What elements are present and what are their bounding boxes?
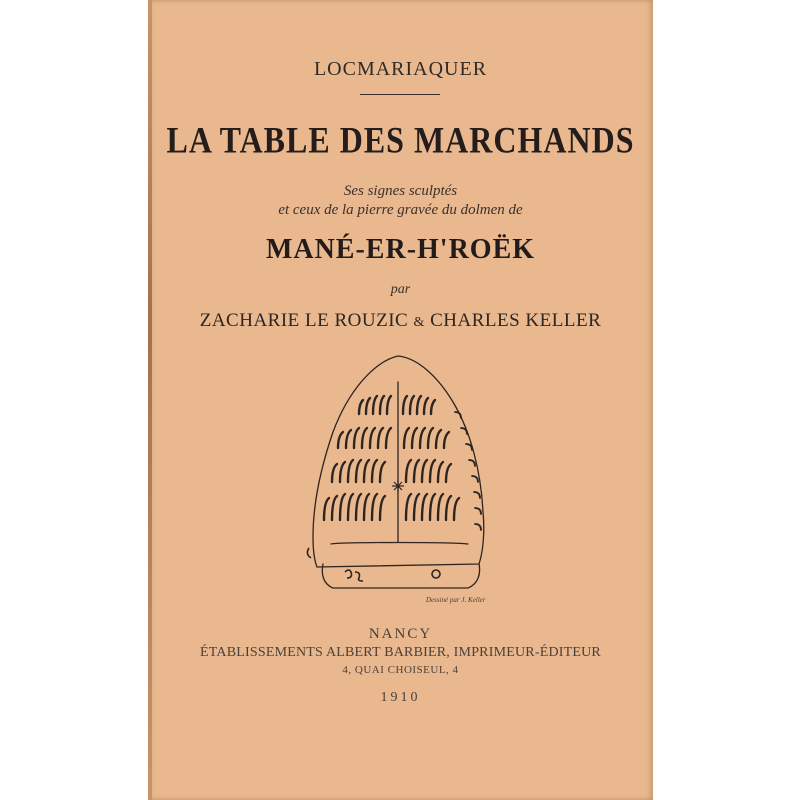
author-1: ZACHARIE LE ROUZIC — [199, 310, 409, 331]
illustration-credit: Dessiné par J. Keller — [426, 596, 486, 604]
place-name: MANÉ-ER-H'ROËK — [265, 234, 536, 265]
publication-year: 1910 — [380, 690, 421, 705]
carved-stone-illustration — [303, 352, 493, 592]
book-cover — [148, 0, 653, 800]
publisher-address: 4, QUAI CHOISEUL, 4 — [342, 664, 459, 676]
publication-city: NANCY — [368, 626, 433, 642]
title-rule — [360, 94, 440, 95]
book-title: LA TABLE DES MARCHANDS — [166, 119, 635, 161]
location-heading: LOCMARIAQUER — [313, 58, 488, 80]
publisher-name: ÉTABLISSEMENTS ALBERT BARBIER, IMPRIMEUR-ÉDITEUR — [200, 645, 601, 660]
subtitle-line-1: Ses signes sculptés — [343, 183, 458, 199]
ampersand: & — [413, 315, 425, 330]
subtitle-line-2: et ceux de la pierre gravée du dolmen de — [278, 202, 523, 218]
authors — [148, 310, 653, 332]
by-word: par — [390, 282, 411, 297]
author-2: CHARLES KELLER — [430, 310, 602, 331]
